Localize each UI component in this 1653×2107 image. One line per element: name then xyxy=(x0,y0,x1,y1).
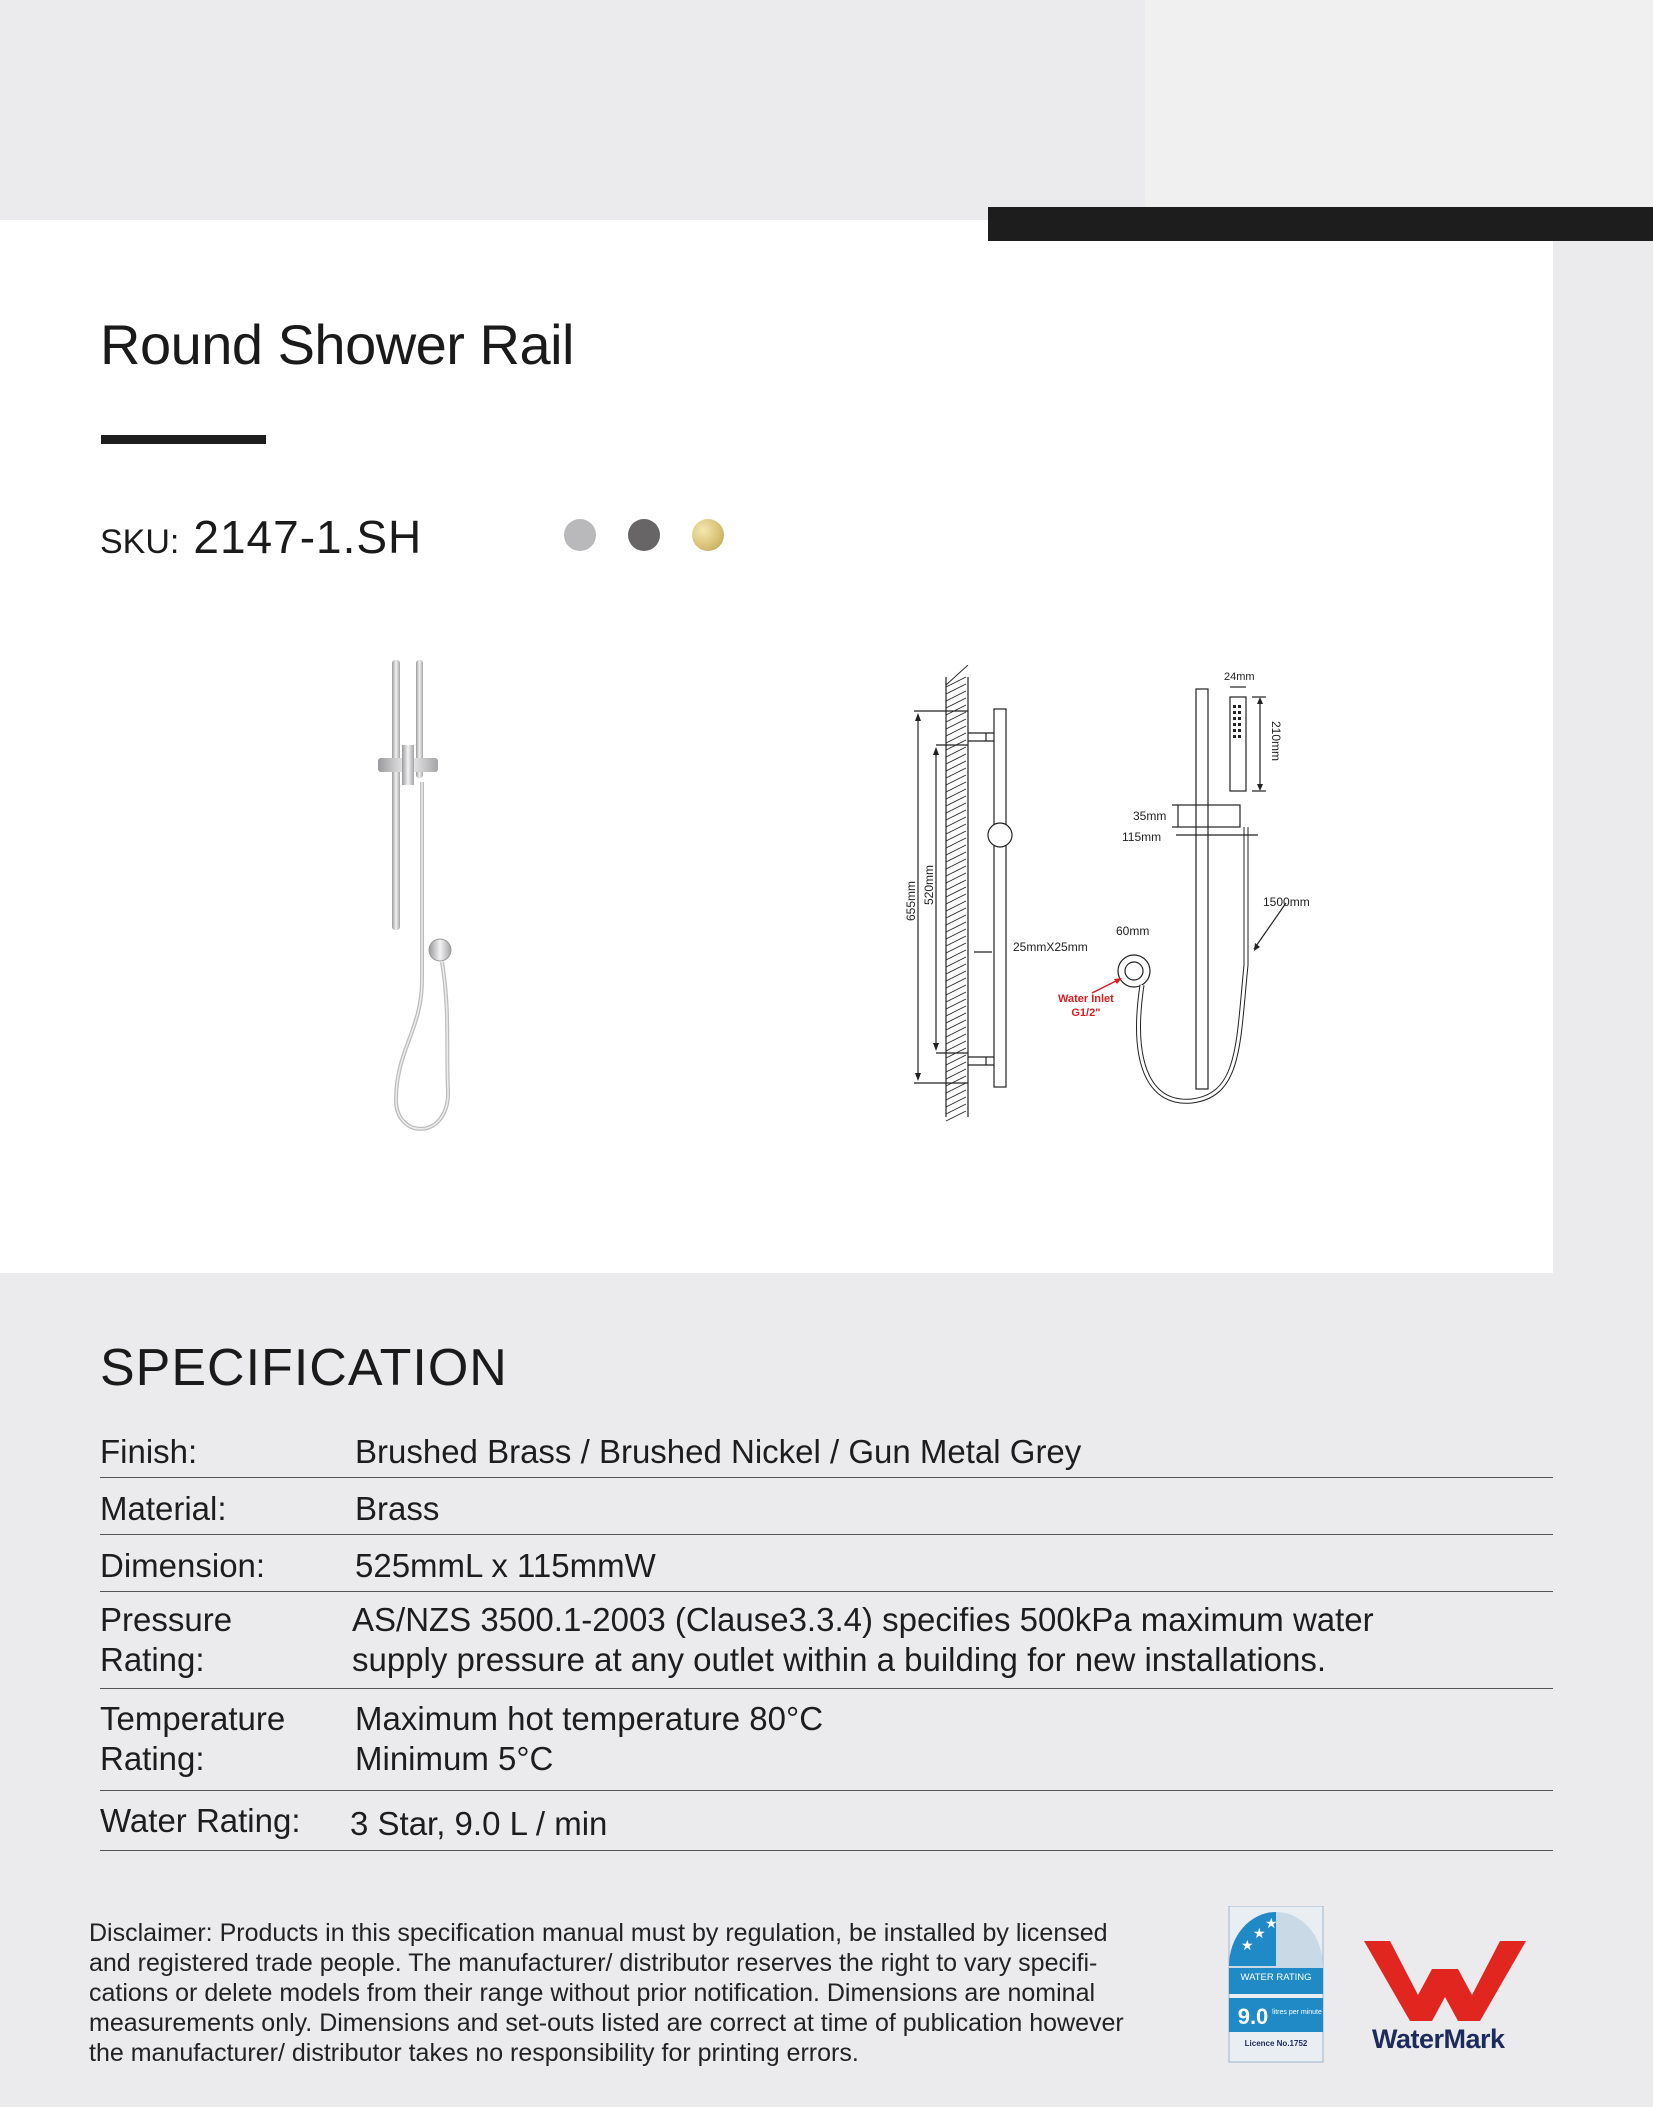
dim-35: 35mm xyxy=(1133,809,1167,823)
top-band-right xyxy=(1145,0,1653,220)
sku-value: 2147-1.SH xyxy=(193,511,423,563)
spec-value: Brushed Brass / Brushed Nickel / Gun Metal Grey xyxy=(355,1433,1082,1470)
right-strip xyxy=(1553,241,1653,1273)
water-rating-header: WATER RATING xyxy=(1240,1972,1312,1983)
spec-row-dimension xyxy=(100,1535,1553,1592)
spec-value: AS/NZS 3500.1-2003 (Clause3.3.4) specifies 500kPa maximum water xyxy=(352,1601,1374,1638)
water-inlet-arrow xyxy=(1088,975,1128,997)
wall-outlet xyxy=(429,939,451,961)
disclaimer-line: the manufacturer/ distributor takes no responsibility for printing errors. xyxy=(89,2039,859,2067)
header-accent-bar xyxy=(988,207,1653,241)
specification-heading: SPECIFICATION xyxy=(100,1339,508,1397)
star-icon: ★ xyxy=(1241,1938,1254,1954)
spec-label: Rating: xyxy=(100,1641,205,1678)
disclaimer-line: cations or delete models from their range without prior notification. Dimensions are nominal xyxy=(89,1979,1096,2007)
dim-115: 115mm xyxy=(1122,830,1162,844)
specification-table xyxy=(100,1420,1553,1851)
spec-value: supply pressure at any outlet within a building for new installations. xyxy=(352,1641,1327,1678)
spec-label: Water Rating: xyxy=(100,1802,301,1839)
spec-label: Rating: xyxy=(100,1740,205,1777)
dim-1500: 1500mm xyxy=(1263,895,1310,909)
water-rating-unit: litres per minute xyxy=(1272,2009,1322,2016)
disclaimer xyxy=(89,1918,1189,2068)
water-inlet-line1: Water Inlet xyxy=(1058,993,1114,1005)
dim-24: 24mm xyxy=(1224,671,1255,683)
star-icon: ★ xyxy=(1265,1916,1278,1932)
spec-row-temperature-rating xyxy=(100,1689,1553,1791)
swatch-brushed-nickel[interactable] xyxy=(564,519,596,551)
dim-655: 655mm xyxy=(904,880,918,921)
spec-value: Maximum hot temperature 80°C xyxy=(355,1700,824,1737)
swatch-brushed-brass[interactable] xyxy=(692,519,724,551)
water-rating-value: 9.0 xyxy=(1237,2004,1269,2029)
water-rating-licence: Licence No.1752 xyxy=(1244,2039,1308,2048)
spec-label: Dimension: xyxy=(100,1547,266,1584)
disclaimer-line: and registered trade people. The manufacturer/ distributor reserves the right to vary specifi- xyxy=(89,1949,1098,1977)
disclaimer-line: measurements only. Dimensions and set-outs listed are correct at time of publication however xyxy=(89,2009,1124,2037)
spec-value: 3 Star, 9.0 L / min xyxy=(350,1805,608,1842)
spec-row-pressure-rating xyxy=(100,1592,1553,1689)
handshower-nozzles xyxy=(1233,705,1241,738)
water-inlet-line2: G1/2" xyxy=(1071,1007,1101,1019)
dim-520: 520mm xyxy=(922,864,936,905)
product-title: Round Shower Rail xyxy=(100,313,574,376)
dim-25x25: 25mmX25mm xyxy=(1013,940,1088,954)
sku-line xyxy=(100,510,422,564)
disclaimer-line: Disclaimer: Products in this specification manual must by regulation, be installed by licensed xyxy=(89,1919,1108,1947)
dim-210: 210mm xyxy=(1269,721,1283,762)
spec-value: Brass xyxy=(355,1490,440,1527)
watermark-icon xyxy=(1364,1941,1526,2021)
water-rating-badge xyxy=(1225,1906,1327,2066)
star-icon: ★ xyxy=(1253,1926,1266,1942)
rail-bar xyxy=(392,660,400,930)
sku-label: SKU: xyxy=(100,523,180,561)
spec-row-finish xyxy=(100,1420,1553,1478)
spec-row-material xyxy=(100,1478,1553,1535)
spec-label: Finish: xyxy=(100,1433,198,1470)
spec-row-water-rating xyxy=(100,1791,1553,1851)
spec-value: Minimum 5°C xyxy=(355,1740,554,1777)
spec-value: 525mmL x 115mmW xyxy=(355,1547,656,1584)
product-photo xyxy=(330,650,530,1150)
dim-60: 60mm xyxy=(1116,924,1150,938)
swatch-gun-metal-grey[interactable] xyxy=(628,519,660,551)
spec-label: Temperature xyxy=(100,1700,286,1737)
title-underline xyxy=(101,435,266,444)
spec-label: Material: xyxy=(100,1490,227,1527)
spec-label: Pressure xyxy=(100,1601,233,1638)
watermark-text: WaterMark xyxy=(1372,2024,1505,2054)
